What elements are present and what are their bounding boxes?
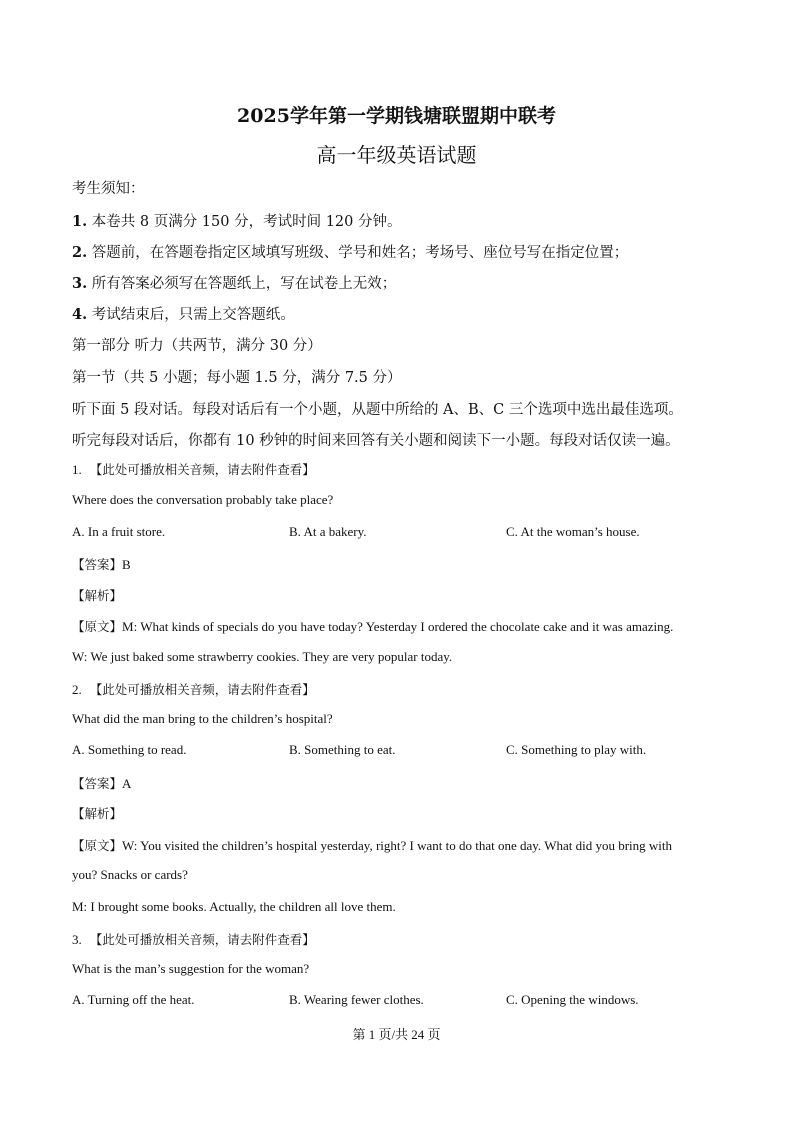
- notice-rule-4: [72, 303, 295, 324]
- question-1-transcript-line-2: W: We just baked some strawberry cookies. They are very popular today.: [72, 649, 453, 664]
- question-2-analysis-label: 【解析】: [72, 806, 123, 821]
- transcript-text: M: What kinds of specials do you have today? Yesterday I ordered the chocolate cake and it was amazing.: [122, 619, 674, 634]
- exam-title: [0, 101, 793, 128]
- rule-text: 答题前，在答题卷指定区域填写班级、学号和姓名；考场号、座位号写在指定位置；: [91, 245, 629, 261]
- answer-value: B: [122, 557, 131, 572]
- answer-value: A: [122, 776, 132, 791]
- question-2-option-c: C. Something to play with.: [506, 742, 647, 757]
- question-2-transcript-line-2: you? Snacks or cards?: [72, 867, 188, 882]
- question-number: 1.: [72, 462, 82, 477]
- page-footer: 第 1 页/共 24 页: [352, 1027, 441, 1042]
- answer-label: 【答案】: [72, 776, 123, 791]
- rule-text: 本卷共 8 页满分 150 分，考试时间 120 分钟。: [91, 214, 402, 230]
- rule-text: 所有答案必须写在答题纸上，写在试卷上无效；: [91, 276, 397, 292]
- question-2-text: What did the man bring to the children’s hospital?: [72, 711, 333, 726]
- title-year: 2025: [237, 105, 290, 127]
- question-1-analysis-label: 【解析】: [72, 588, 123, 603]
- exam-subtitle: 高一年级英语试题: [316, 143, 477, 167]
- title-text: 学年第一学期钱塘联盟期中联考: [289, 105, 556, 127]
- question-1-option-a: A. In a fruit store.: [72, 524, 166, 539]
- notice-rule-1: [72, 210, 401, 231]
- answer-label: 【答案】: [72, 557, 123, 572]
- source-label: 【原文】: [72, 838, 123, 853]
- question-1-answer: [72, 555, 131, 573]
- audio-note: 【此处可播放相关音频，请去附件查看】: [89, 932, 315, 947]
- rule-number: 4.: [72, 306, 88, 323]
- notice-rule-3: [72, 272, 396, 293]
- question-2-option-b: B. Something to eat.: [289, 742, 396, 757]
- question-2-transcript-line-1: [72, 836, 672, 854]
- notice-rule-2: [72, 241, 628, 262]
- rule-number: 2.: [72, 244, 88, 261]
- instructions-line-2: 听完每段对话后，你都有 10 秒钟的时间来回答有关小题和阅读下一小题。每段对话仅读一遍。: [72, 433, 680, 449]
- question-3-option-c: C. Opening the windows.: [506, 992, 639, 1007]
- section1-title: 第一节（共 5 小题；每小题 1.5 分，满分 7.5 分）: [72, 370, 402, 386]
- transcript-text: W: You visited the children’s hospital yesterday, right? I want to do that one day. What did you bring with: [122, 838, 673, 853]
- question-1-transcript-line-1: [72, 617, 673, 635]
- rule-number: 1.: [72, 213, 88, 230]
- audio-note: 【此处可播放相关音频，请去附件查看】: [89, 462, 315, 477]
- instructions-line-1: 听下面 5 段对话。每段对话后有一个小题，从题中所给的 A、B、C 三个选项中选出最佳选项。: [72, 402, 683, 418]
- question-3-text: What is the man’s suggestion for the woman?: [72, 961, 310, 976]
- question-3-audio[interactable]: [72, 930, 315, 948]
- question-1-option-b: B. At a bakery.: [289, 524, 367, 539]
- question-number: 2.: [72, 682, 82, 697]
- question-2-audio[interactable]: [72, 680, 315, 698]
- rule-text: 考试结束后，只需上交答题纸。: [91, 307, 295, 323]
- question-1-option-c: C. At the woman’s house.: [506, 524, 640, 539]
- question-2-option-a: A. Something to read.: [72, 742, 187, 757]
- question-3-option-a: A. Turning off the heat.: [72, 992, 195, 1007]
- part1-title: 第一部分 听力（共两节，满分 30 分）: [72, 338, 322, 354]
- question-number: 3.: [72, 932, 82, 947]
- question-2-transcript-line-3: M: I brought some books. Actually, the children all love them.: [72, 899, 396, 914]
- source-label: 【原文】: [72, 619, 123, 634]
- audio-note: 【此处可播放相关音频，请去附件查看】: [89, 682, 315, 697]
- question-1-audio[interactable]: [72, 460, 315, 478]
- rule-number: 3.: [72, 275, 88, 292]
- question-1-text: Where does the conversation probably take place?: [72, 492, 334, 507]
- question-2-answer: [72, 774, 131, 792]
- question-3-option-b: B. Wearing fewer clothes.: [289, 992, 424, 1007]
- notice-heading: 考生须知：: [72, 181, 145, 197]
